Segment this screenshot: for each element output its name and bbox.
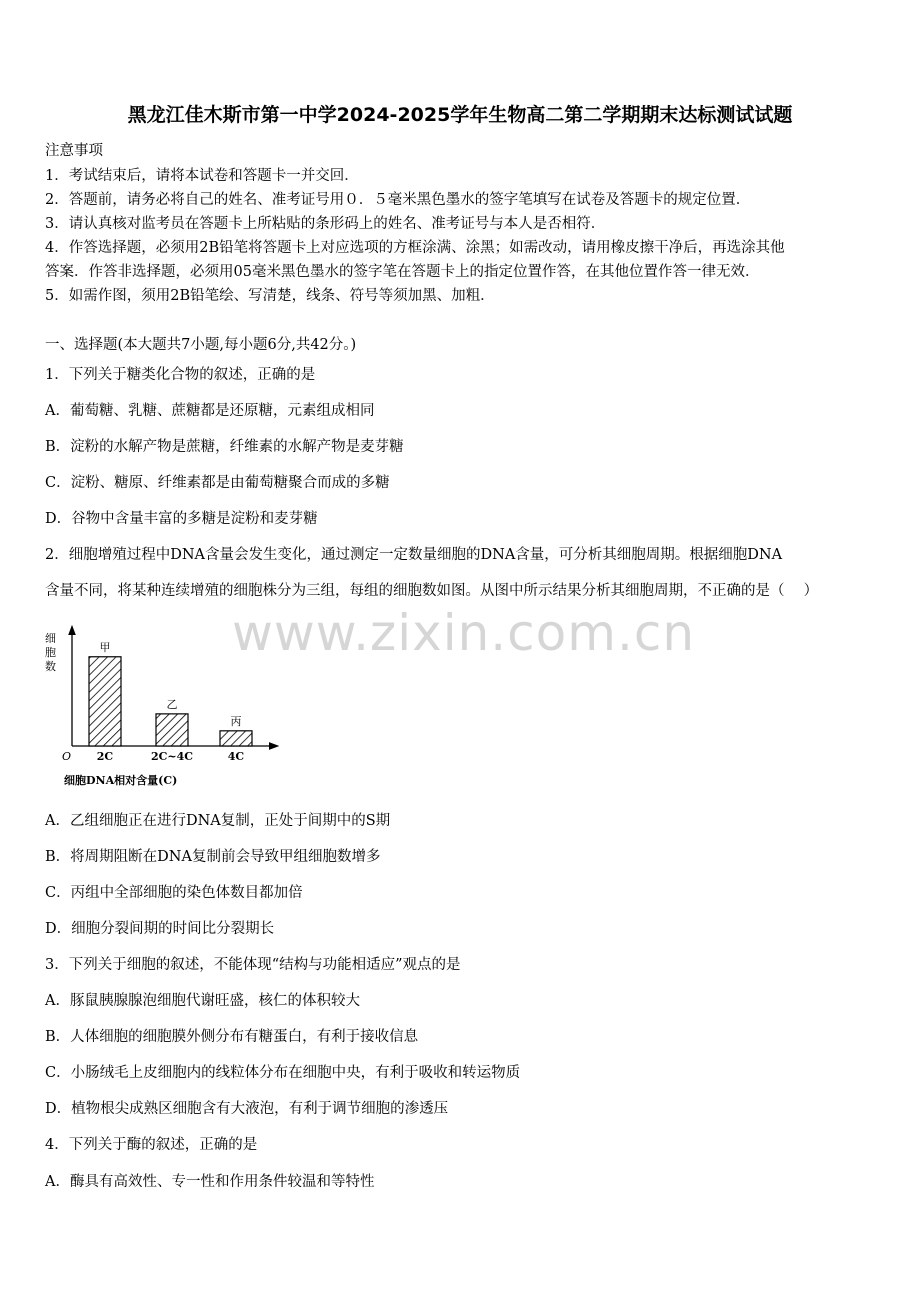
question-4-option-a: A．酶具有高效性、专一性和作用条件较温和等特性 [45, 1174, 375, 1190]
notice-item: 2．答题前，请务必将自己的姓名、准考证号用０．５毫米黑色墨水的签字笔填写在试卷及答题卡的规定位置． [45, 192, 751, 208]
y-axis-label-3: 数 [45, 660, 56, 673]
question-3-option-b: B．人体细胞的细胞膜外侧分布有糖蛋白，有利于接收信息 [45, 1029, 419, 1045]
bar-label-3: 丙 [230, 714, 242, 728]
notice-item: 1．考试结束后，请将本试卷和答题卡一并交回． [45, 168, 359, 184]
question-2-option-d: D．细胞分裂间期的时间比分裂期长 [45, 921, 275, 937]
x-tick-label-1: 2C [96, 750, 114, 763]
notice-item: 答案．作答非选择题，必须用05毫米黑色墨水的签字笔在答题卡上的指定位置作答，在其他位置作答一律无效． [45, 264, 760, 280]
bar-2 [156, 714, 188, 746]
cell-dna-bar-chart [40, 622, 290, 792]
question-1-option-d: D．谷物中含量丰富的多糖是淀粉和麦芽糖 [45, 511, 318, 527]
question-2-stem-line1: 2．细胞增殖过程中DNA含量会发生变化，通过测定一定数量细胞的DNA含量，可分析其细胞周期。根据细胞DNA [45, 547, 783, 563]
y-axis-label-2: 胞 [45, 646, 56, 659]
bar-3 [220, 731, 252, 746]
notice-item: 4．作答选择题，必须用2B铅笔将答题卡上对应选项的方框涂满、涂黑；如需改动，请用橡皮擦干净后，再选涂其他 [45, 240, 785, 256]
notice-item: 5．如需作图，须用2B铅笔绘、写清楚，线条、符号等须加黑、加粗． [45, 288, 495, 304]
x-tick-label-2: 2C~4C [150, 750, 194, 763]
question-1-stem: 1．下列关于糖类化合物的叙述，正确的是 [45, 367, 316, 383]
question-1-option-a: A．葡萄糖、乳糖、蔗糖都是还原糖，元素组成相同 [45, 403, 375, 419]
question-1-option-b: B．淀粉的水解产物是蔗糖，纤维素的水解产物是麦芽糖 [45, 439, 404, 455]
question-2-stem-line2: 含量不同，将某种连续增殖的细胞株分为三组，每组的细胞数如图。从图中所示结果分析其细胞周期，不正确的是（ ） [45, 583, 819, 599]
x-axis-label: 细胞DNA相对含量(C) [64, 774, 178, 787]
bar-1 [89, 657, 121, 746]
question-2-option-a: A．乙组细胞正在进行DNA复制，正处于间期中的S期 [45, 813, 391, 829]
question-4-stem: 4．下列关于酶的叙述，正确的是 [45, 1137, 258, 1153]
question-3-option-c: C．小肠绒毛上皮细胞内的线粒体分布在细胞中央，有利于吸收和转运物质 [45, 1065, 521, 1081]
bar-label-2: 乙 [166, 697, 178, 711]
question-1-option-c: C．淀粉、糖原、纤维素都是由葡萄糖聚合而成的多糖 [45, 475, 390, 491]
origin-label: O [62, 750, 72, 763]
x-tick-label-3: 4C [227, 750, 245, 763]
question-2-option-c: C．丙组中全部细胞的染色体数目都加倍 [45, 885, 303, 901]
y-axis-label-1: 细 [45, 632, 56, 645]
section-heading: 一、选择题(本大题共7小题,每小题6分,共42分。) [45, 337, 357, 353]
notice-item: 3．请认真核对监考员在答题卡上所粘贴的条形码上的姓名、准考证号与本人是否相符． [45, 216, 606, 232]
watermark: www.zixin.com.cn [232, 604, 696, 662]
question-3-stem: 3．下列关于细胞的叙述，不能体现“结构与功能相适应”观点的是 [45, 957, 461, 973]
question-3-option-a: A．豚鼠胰腺腺泡细胞代谢旺盛，核仁的体积较大 [45, 993, 360, 1009]
bar-label-1: 甲 [99, 640, 111, 654]
question-3-option-d: D．植物根尖成熟区细胞含有大液泡，有利于调节细胞的渗透压 [45, 1101, 449, 1117]
question-2-option-b: B．将周期阻断在DNA复制前会导致甲组细胞数增多 [45, 849, 381, 865]
page-title: 黑龙江佳木斯市第一中学2024-2025学年生物高二第二学期期末达标测试试题 [127, 104, 793, 126]
notice-heading: 注意事项 [45, 143, 103, 159]
